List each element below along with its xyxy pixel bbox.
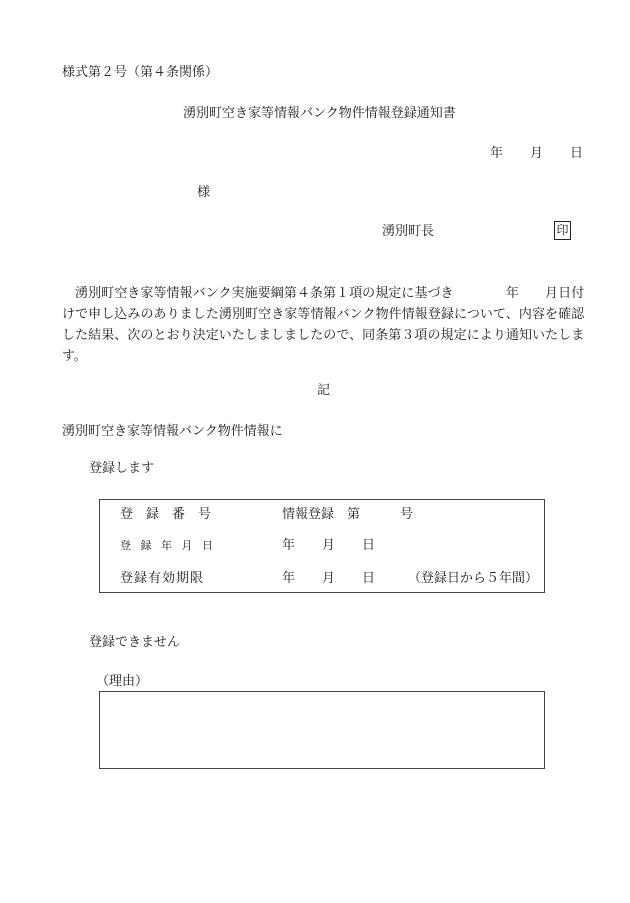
form-number: 様式第２号（第４条関係）	[62, 65, 219, 80]
registration-date-day: 日	[362, 538, 376, 553]
seal-mark: 印	[554, 221, 571, 240]
decision-intro: 湧別町空き家等情報バンク物件情報に	[62, 424, 283, 439]
register-option: 登録します	[89, 461, 155, 476]
addressee-suffix: 様	[197, 185, 211, 200]
registration-date-month: 月	[322, 538, 336, 553]
registration-number-label: 登 録 番 号	[120, 507, 212, 522]
registration-table	[99, 499, 545, 593]
body-paragraph: 湧別町空き家等情報バンク実施要綱第４条第１項の規定に基づき 年 月日付けで申し込みのありました湧別町空き家等情報バンク物件情報登録について、内容を確認した結果、次のとおり決定いたしましましたので、同条第３項の規定により通知いたします。	[62, 286, 584, 364]
reject-option: 登録できません	[89, 635, 181, 650]
reason-box	[99, 691, 545, 769]
reason-label: （理由）	[96, 674, 149, 689]
ki-heading: 記	[317, 383, 331, 398]
expiry-note: （登録日から５年間）	[408, 571, 539, 586]
expiry-month: 月	[322, 571, 336, 586]
issuer: 湧別町長	[382, 224, 435, 239]
registration-date-year: 年	[282, 538, 296, 553]
expiry-day: 日	[362, 571, 376, 586]
registration-number-prefix: 情報登録 第	[282, 507, 361, 522]
date-year: 年	[490, 146, 504, 161]
registration-number-suffix: 号	[400, 507, 414, 522]
registration-date-label: 登 録 年 月 日	[120, 539, 216, 552]
expiry-label: 登録有効期限	[120, 571, 205, 586]
date-day: 日	[570, 146, 584, 161]
date-month: 月	[530, 146, 544, 161]
expiry-year: 年	[282, 571, 296, 586]
document-title: 湧別町空き家等情報バンク物件情報登録通知書	[183, 106, 456, 121]
